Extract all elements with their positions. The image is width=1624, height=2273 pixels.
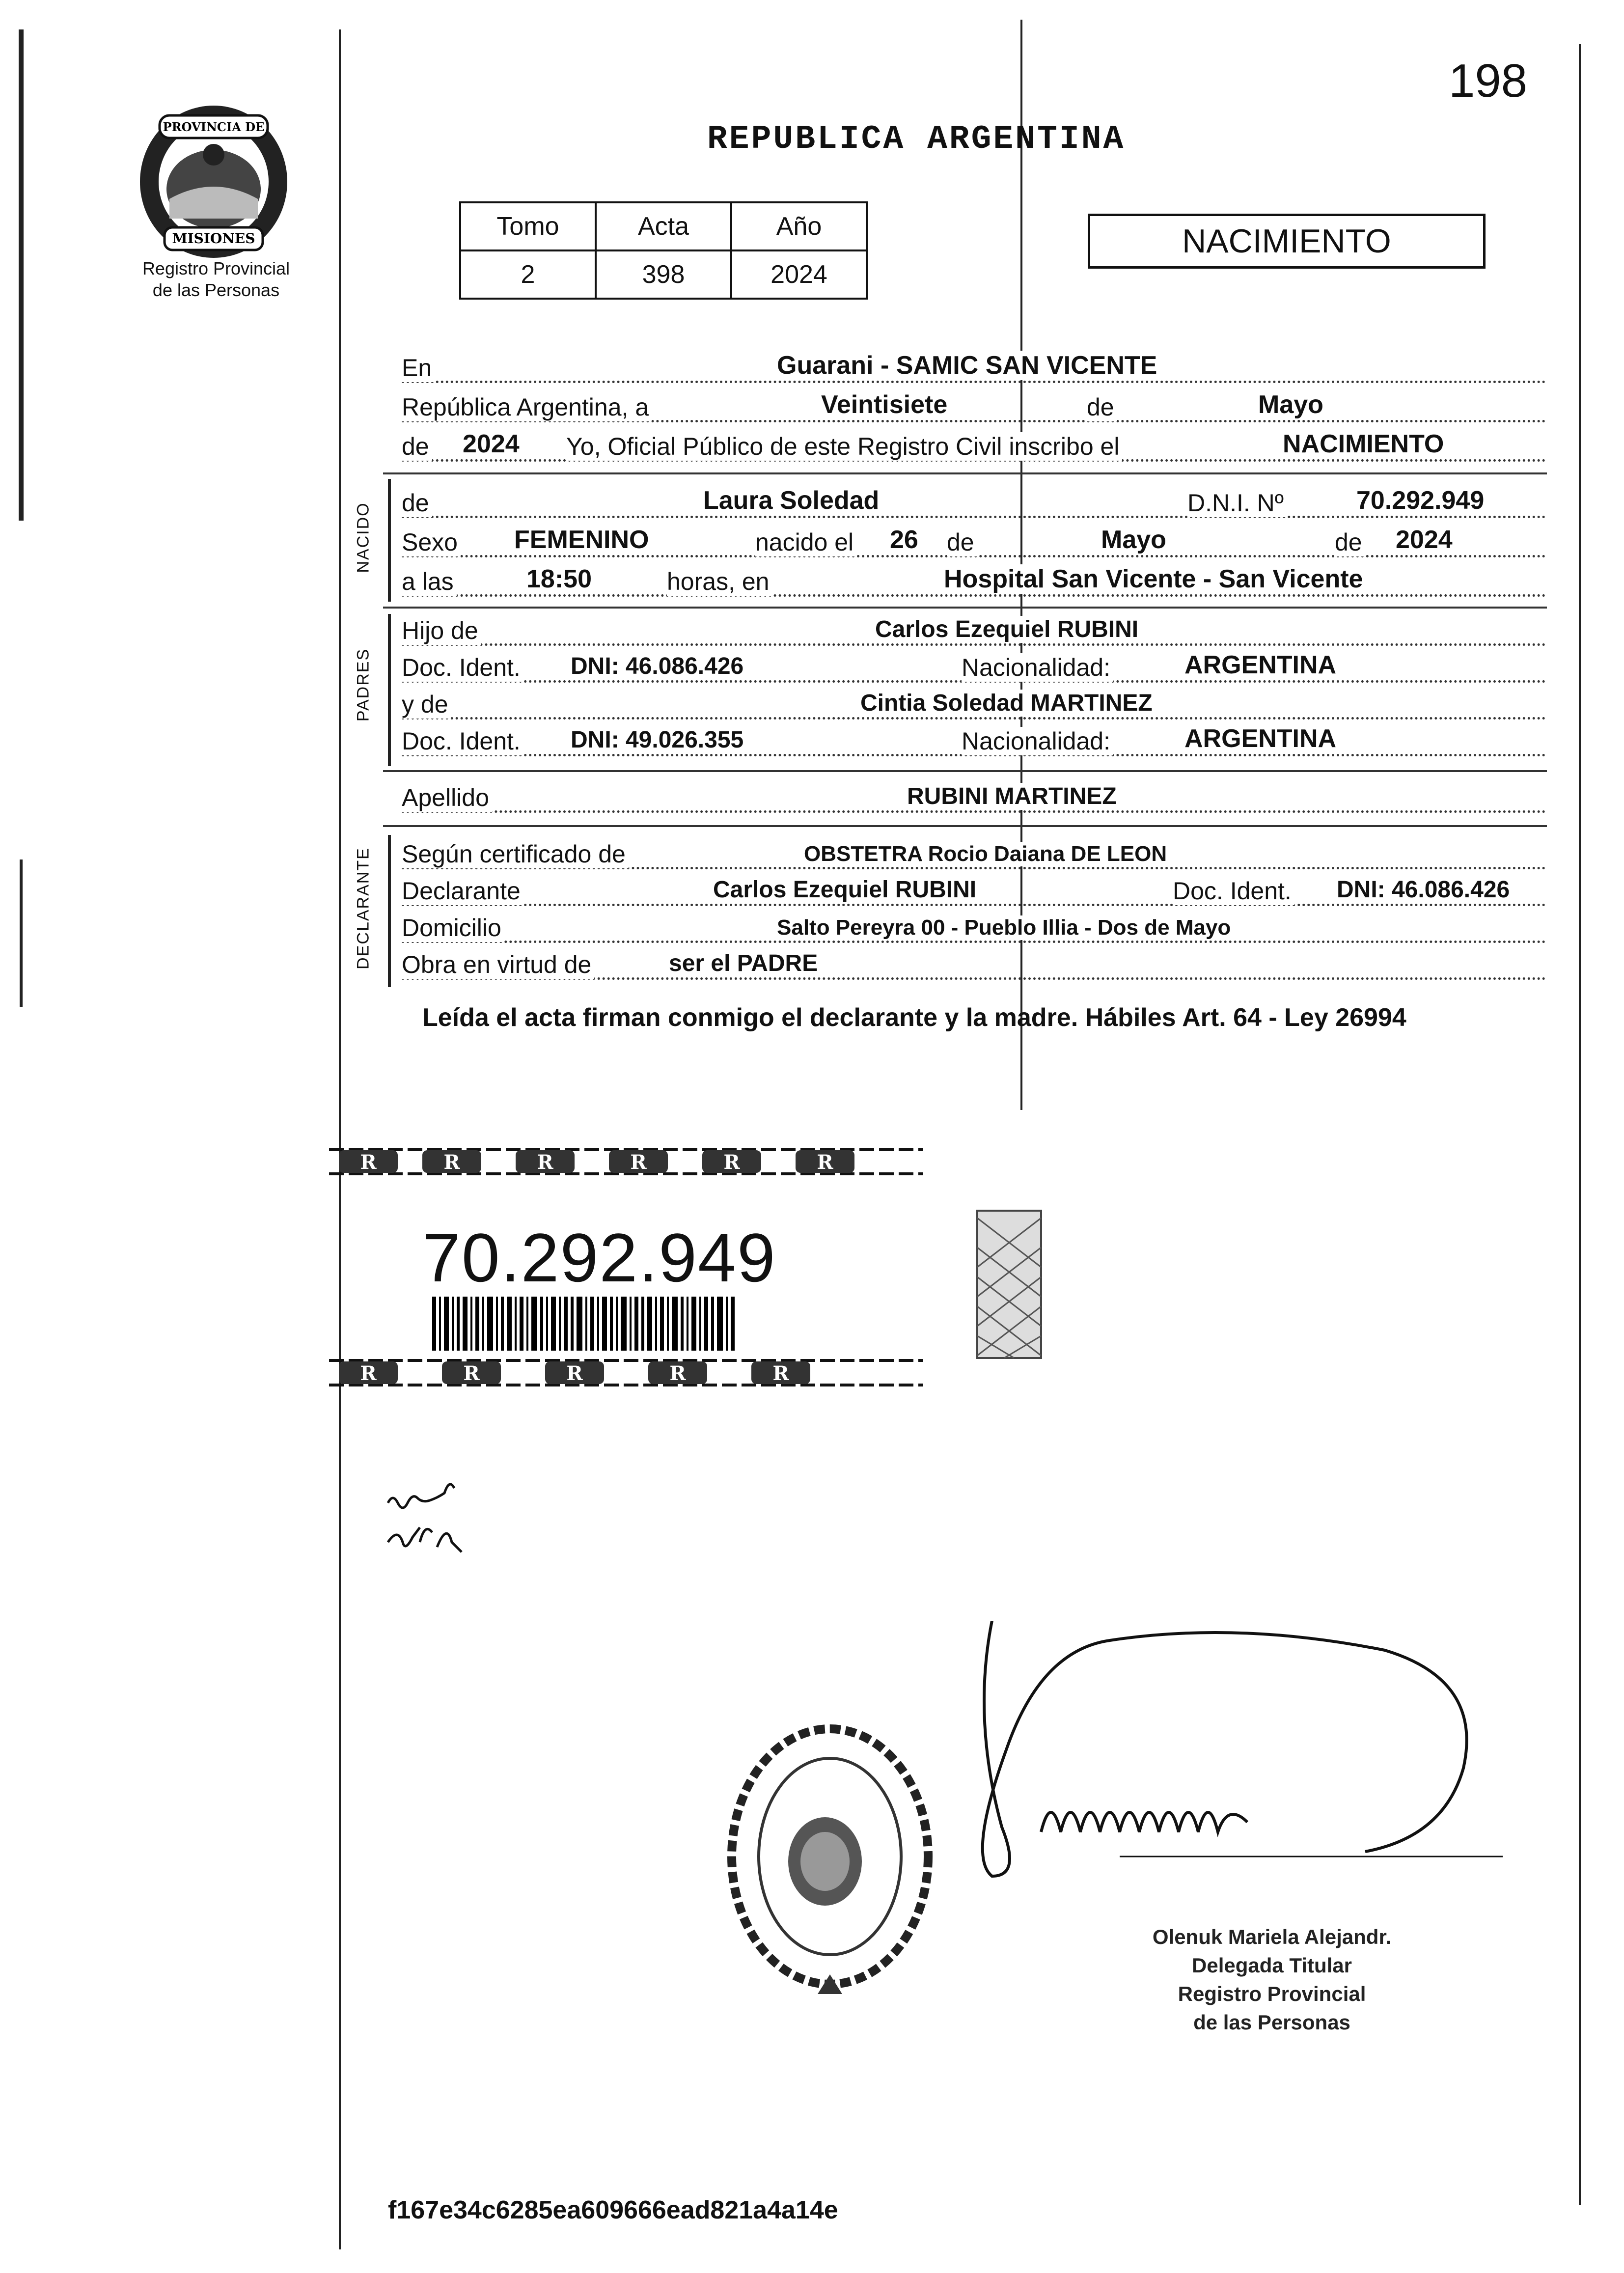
value-place: Guarani - SAMIC SAN VICENTE xyxy=(775,351,1159,380)
svg-text:R: R xyxy=(566,1362,583,1385)
label-de-year2: de xyxy=(1335,528,1365,556)
label-a-las: a las xyxy=(402,567,457,596)
label-declarante: Declarante xyxy=(402,877,523,905)
security-hologram-icon xyxy=(975,1208,1044,1360)
signatory-role: Delegada Titular xyxy=(1192,1954,1352,1977)
value-ano: 2024 xyxy=(731,250,867,299)
value-sexo: FEMENINO xyxy=(512,525,651,554)
signatory-name: Olenuk Mariela Alejandr. xyxy=(1152,1925,1392,1948)
value-child-name: Laura Soledad xyxy=(701,486,881,515)
svg-text:R: R xyxy=(817,1151,833,1174)
value-birth-year: 2024 xyxy=(1394,525,1455,554)
header-acta: Acta xyxy=(596,202,731,250)
header-ano: Año xyxy=(731,202,867,250)
tomo-acta-ano-table xyxy=(459,201,868,300)
svg-text:R: R xyxy=(360,1151,377,1174)
value-birth-day: 26 xyxy=(888,525,920,554)
left-margin-bar xyxy=(19,29,24,521)
label-doc-ident-declarante: Doc. Ident. xyxy=(1173,877,1294,905)
label-domicilio: Domicilio xyxy=(402,914,504,942)
row-apellido xyxy=(402,778,1546,817)
document-hash: f167e34c6285ea609666ead821a4a14e xyxy=(388,2196,838,2224)
row-republica xyxy=(402,388,1546,426)
section-label-declarante: DECLARANTE xyxy=(354,847,373,970)
value-mother: Cintia Soledad MARTINEZ xyxy=(858,690,1155,717)
signatory-org2: de las Personas xyxy=(1193,2011,1350,2034)
value-mother-doc: DNI: 49.026.355 xyxy=(569,726,745,753)
label-republica: República Argentina, a xyxy=(402,393,652,421)
row-certificado xyxy=(402,835,1546,873)
registry-name: Registro Provincial de las Personas xyxy=(142,258,290,300)
row-declarante xyxy=(402,872,1546,910)
row-a-las xyxy=(402,562,1546,601)
barcode-icon xyxy=(432,1297,737,1351)
label-apellido: Apellido xyxy=(402,783,492,812)
rule-apellido-top xyxy=(383,770,1547,772)
value-year: 2024 xyxy=(461,429,522,459)
value-birth-place: Hospital San Vicente - San Vicente xyxy=(942,564,1365,594)
value-obra: ser el PADRE xyxy=(667,950,820,977)
closing-statement: Leída el acta firman conmigo el declarante y la madre. Hábiles Art. 64 - Ley 26994 xyxy=(422,1003,1406,1032)
value-birth-time: 18:50 xyxy=(524,564,594,594)
value-event: NACIMIENTO xyxy=(1281,429,1446,459)
section-label-nacido: NACIDO xyxy=(354,502,373,573)
label-horas-en: horas, en xyxy=(667,567,772,596)
svg-text:R: R xyxy=(772,1362,789,1385)
label-de: de xyxy=(1087,393,1117,421)
value-declarante: Carlos Ezequiel RUBINI xyxy=(711,876,978,903)
bracket-declarante xyxy=(388,835,391,987)
value-acta: 398 xyxy=(596,250,731,299)
value-father-doc: DNI: 46.086.426 xyxy=(569,653,745,680)
label-doc-ident: Doc. Ident. xyxy=(402,653,523,682)
svg-text:R: R xyxy=(723,1151,740,1174)
sticker-number: 70.292.949 xyxy=(422,1219,776,1296)
row-sexo xyxy=(402,523,1546,561)
row-oficial xyxy=(402,427,1546,466)
row-father-doc xyxy=(402,648,1546,687)
row-hijo-de xyxy=(402,611,1546,650)
svg-text:R: R xyxy=(443,1151,460,1174)
section-label-padres: PADRES xyxy=(354,648,373,722)
svg-text:R: R xyxy=(669,1362,686,1385)
value-tomo: 2 xyxy=(460,250,596,299)
label-hijo-de: Hijo de xyxy=(402,616,481,645)
rule-padres-top xyxy=(383,607,1547,609)
value-father-nationality: ARGENTINA xyxy=(1183,650,1338,680)
value-child-dni: 70.292.949 xyxy=(1354,486,1486,515)
row-domicilio xyxy=(402,909,1546,947)
signatory-org: Registro Provincial xyxy=(1178,1982,1366,2005)
row-mother-doc xyxy=(402,722,1546,760)
handwritten-note xyxy=(378,1473,506,1567)
row-en xyxy=(402,349,1546,387)
row-nacido-name xyxy=(402,484,1546,522)
seal-text-top: PROVINCIA DE xyxy=(163,120,265,134)
row-obra xyxy=(402,945,1546,984)
label-de-year: de xyxy=(402,432,432,461)
value-father: Carlos Ezequiel RUBINI xyxy=(873,616,1140,643)
label-oficial: Yo, Oficial Público de este Registro Civil inscribo el xyxy=(566,432,1122,461)
label-de-name: de xyxy=(402,489,432,517)
value-certificado: OBSTETRA Rocio Daiana DE LEON xyxy=(802,842,1169,866)
rule-declarante-top xyxy=(383,825,1547,827)
label-nacionalidad-mother: Nacionalidad: xyxy=(962,727,1113,755)
page-number: 198 xyxy=(1449,55,1528,107)
signature-icon xyxy=(963,1621,1503,1896)
label-doc-ident-mother: Doc. Ident. xyxy=(402,727,523,755)
label-obra: Obra en virtud de xyxy=(402,950,594,979)
document-title: REPUBLICA ARGENTINA xyxy=(707,120,1126,158)
header-tomo: Tomo xyxy=(460,202,596,250)
svg-text:R: R xyxy=(630,1151,647,1174)
label-nacido-el: nacido el xyxy=(755,528,856,556)
misiones-coat-of-arms-icon xyxy=(130,96,297,263)
label-en: En xyxy=(402,354,435,382)
signatory-block xyxy=(1125,1923,1419,2037)
svg-text:R: R xyxy=(463,1362,480,1385)
left-margin-bar-lower xyxy=(20,859,23,1007)
label-certificado: Según certificado de xyxy=(402,840,629,868)
bracket-padres xyxy=(388,614,391,766)
row-y-de xyxy=(402,685,1546,723)
seal-text-bottom: MISIONES xyxy=(172,230,255,247)
label-de-month: de xyxy=(947,528,977,556)
value-domicilio: Salto Pereyra 00 - Pueblo Illia - Dos de Mayo xyxy=(775,915,1233,940)
right-border xyxy=(1579,44,1581,2205)
value-mother-nationality: ARGENTINA xyxy=(1183,724,1338,753)
value-apellido: RUBINI MARTINEZ xyxy=(905,783,1119,810)
acta-type-box: NACIMIENTO xyxy=(1088,214,1486,269)
svg-text:R: R xyxy=(360,1362,377,1385)
rule-nacido-top xyxy=(383,472,1547,474)
value-day-words: Veintisiete xyxy=(819,390,949,419)
value-declarante-doc: DNI: 46.086.426 xyxy=(1335,876,1512,903)
official-seal-icon xyxy=(722,1709,938,2014)
label-dni: D.N.I. Nº xyxy=(1187,489,1287,517)
label-y-de: y de xyxy=(402,690,451,719)
label-nacionalidad: Nacionalidad: xyxy=(962,653,1113,682)
bracket-nacido xyxy=(388,479,391,602)
svg-text:R: R xyxy=(537,1151,553,1174)
value-month: Mayo xyxy=(1256,390,1325,419)
value-birth-month: Mayo xyxy=(1099,525,1168,554)
label-sexo: Sexo xyxy=(402,528,461,556)
